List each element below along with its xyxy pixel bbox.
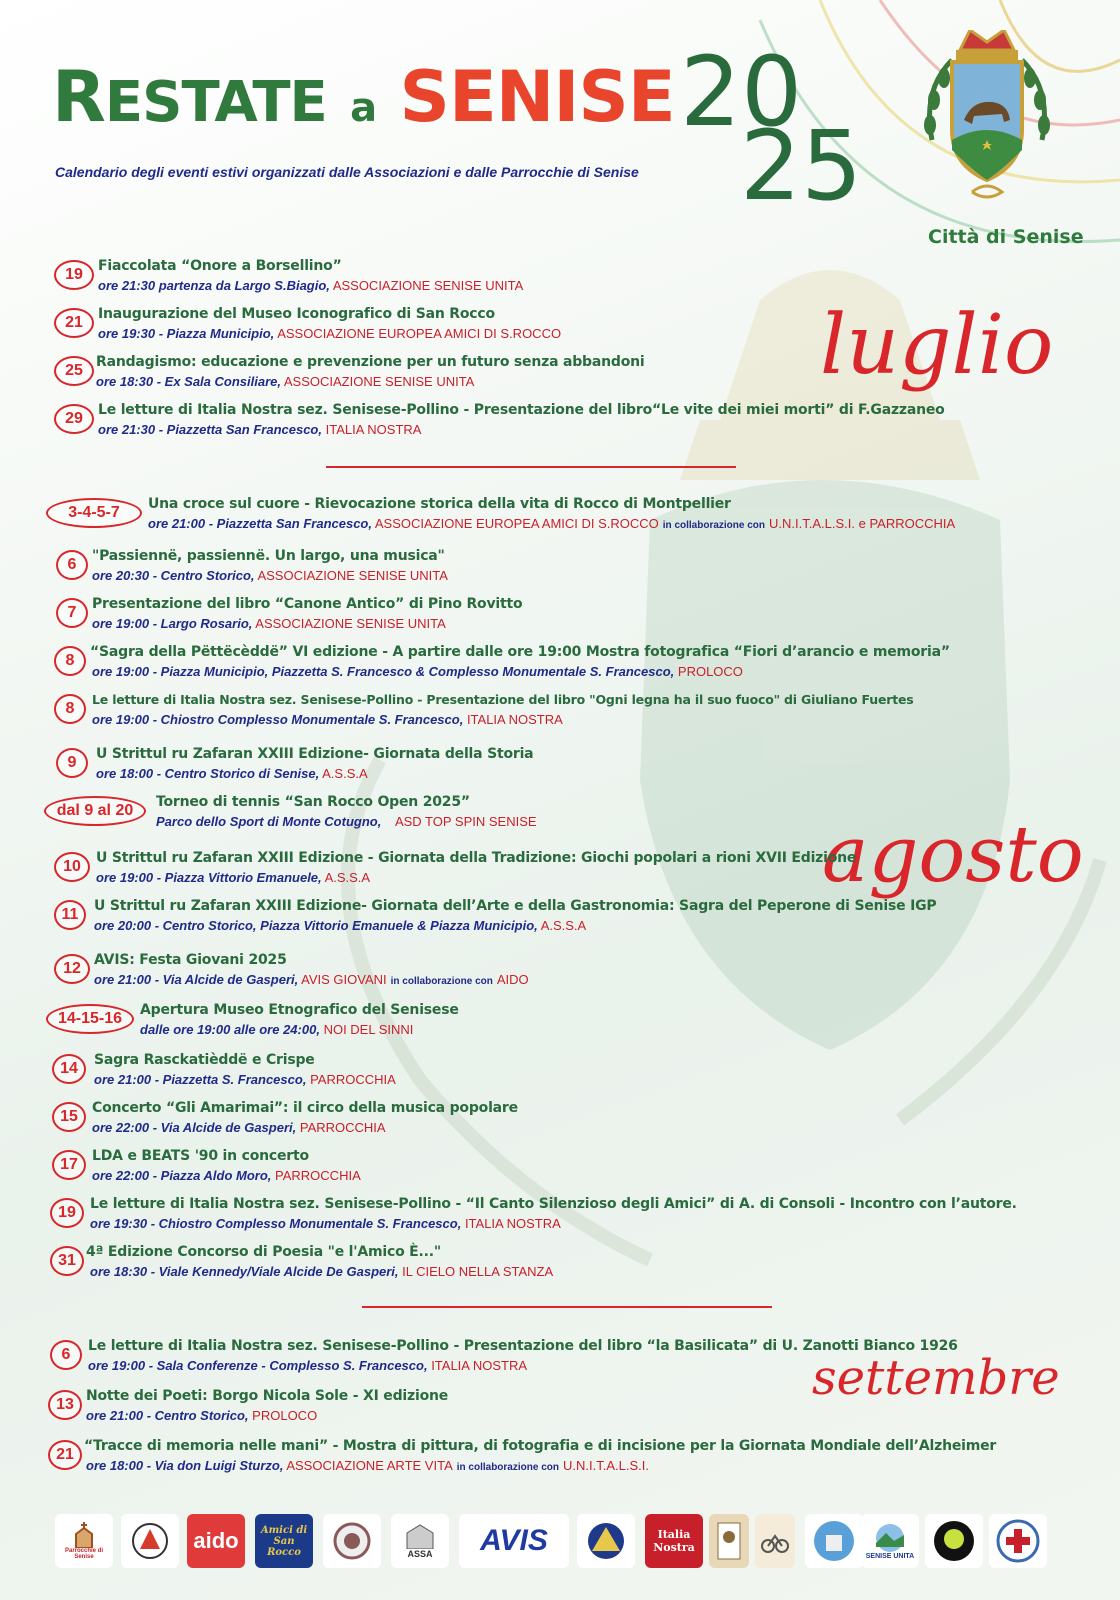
event-august-8-sagra: [0, 644, 1100, 686]
castle-icon: [812, 1519, 856, 1563]
event-july-29: [0, 402, 1100, 444]
event-august-15: [0, 1100, 1100, 1142]
event-title: U Strittul ru Zafaran XXIII Edizione- Giornata dell’Arte e della Gastronomia: Sagra del Peperone di Senise IGP: [94, 898, 937, 914]
collaboration-label: in collaborazione con: [390, 976, 493, 987]
senise-unita-logo: SENISE UNITA: [861, 1514, 919, 1568]
event-partner: AIDO: [496, 972, 529, 987]
triangle-emblem-icon: [584, 1521, 628, 1561]
event-title: LDA e BEATS '90 in concerto: [92, 1148, 309, 1164]
event-time-place: ore 18:30 - Viale Kennedy/Viale Alcide De Gasperi,: [90, 1264, 399, 1279]
building-icon: [405, 1523, 435, 1549]
sponsor-logos: [55, 1514, 1065, 1574]
event-organizer: ITALIA NOSTRA: [466, 712, 563, 727]
event-date-badge: 13: [48, 1390, 82, 1420]
event-partner-2: PARROCCHIA: [869, 516, 956, 531]
event-august-3-7: [0, 496, 1100, 538]
event-organizer: ASSOCIAZIONE EUROPEA AMICI DI S.ROCCO: [374, 516, 659, 531]
event-time-place: ore 20:00 - Centro Storico, Piazza Vittorio Emanuele & Piazza Municipio,: [94, 918, 538, 933]
event-title: Le letture di Italia Nostra sez. Senisese-Pollino - “Il Canto Silenzioso degli Amici” di A. di Consoli - Incontro con l’autore.: [90, 1196, 1017, 1212]
event-title: Una croce sul cuore - Rievocazione storica della vita di Rocco di Montpellier: [148, 496, 731, 512]
aido-logo: aido: [187, 1514, 245, 1568]
year-top: 20: [680, 36, 803, 148]
castle-logo: [805, 1514, 863, 1568]
title-a: a: [350, 85, 377, 131]
event-time-place: ore 20:30 - Centro Storico,: [92, 568, 255, 583]
event-title: Concerto “Gli Amarimai”: il circo della musica popolare: [92, 1100, 518, 1116]
event-september-21: [0, 1438, 1100, 1480]
event-organizer: A.S.S.A: [322, 766, 368, 781]
event-date-badge: dal 9 al 20: [44, 796, 146, 826]
event-organizer: A.S.S.A: [540, 918, 587, 933]
event-time-place: ore 21:00 - Piazzetta San Francesco,: [148, 516, 372, 531]
event-time-place: ore 18:30 - Ex Sala Consiliare,: [96, 374, 281, 389]
coat-of-arms-icon: [912, 30, 1062, 210]
protezione-civile-logo: [577, 1514, 635, 1568]
event-time-place: ore 19:00 - Chiostro Complesso Monumentale S. Francesco,: [92, 712, 464, 727]
month-september: settembre: [812, 1350, 1060, 1406]
parrocchie-logo: Parrocchie di Senise: [55, 1514, 113, 1568]
event-organizer: ASSOCIAZIONE ARTE VITA: [286, 1458, 453, 1473]
event-organizer: ASD TOP SPIN SENISE: [394, 814, 537, 829]
event-organizer: ASSOCIAZIONE SENISE UNITA: [283, 374, 475, 389]
event-date-badge: 21: [48, 1440, 82, 1470]
event-organizer: PROLOCO: [252, 1408, 318, 1423]
event-time-place: ore 21:00 - Piazzetta S. Francesco,: [94, 1072, 307, 1087]
event-title: AVIS: Festa Giovani 2025: [94, 952, 287, 968]
event-date-badge: 14: [52, 1054, 86, 1084]
title-initial: R: [52, 56, 105, 138]
event-august-9-20: [0, 794, 1100, 836]
divider-august-september: [362, 1306, 772, 1308]
landscape-icon: [870, 1523, 910, 1553]
title-senise: SENISE: [399, 56, 675, 138]
assa-logo: ASSA: [391, 1514, 449, 1568]
event-time-place: ore 19:00 - Largo Rosario,: [92, 616, 253, 631]
event-august-9: [0, 746, 1100, 788]
church-icon: [72, 1522, 96, 1548]
event-date-badge: 29: [54, 404, 94, 434]
event-time-place: ore 19:00 - Piazza Municipio, Piazzetta S. Francesco & Complesso Monumentale S. Francesco,: [92, 664, 675, 679]
event-time-place: ore 22:00 - Via Alcide de Gasperi,: [92, 1120, 297, 1135]
event-time-place: ore 21:30 partenza da Largo S.Biagio,: [98, 278, 330, 293]
event-july-21: [0, 306, 1100, 348]
event-title: Presentazione del libro “Canone Antico” di Pino Rovitto: [92, 596, 523, 612]
event-title: U Strittul ru Zafaran XXIII Edizione - Giornata della Tradizione: Giochi popolari a rioni XVII Edizione: [96, 850, 857, 866]
unitalsi-logo: [989, 1514, 1047, 1568]
event-title: 4ª Edizione Concorso di Poesia "e l'Amico È...": [86, 1244, 441, 1260]
emblem-icon: [130, 1521, 170, 1561]
bicycle-museum-logo: [755, 1514, 795, 1568]
event-date-badge: 9: [56, 748, 88, 778]
event-time-place: ore 19:00 - Piazza Vittorio Emanuele,: [96, 870, 322, 885]
year-bottom: 25: [740, 110, 863, 222]
event-august-6: [0, 548, 1100, 590]
event-organizer: ASSOCIAZIONE SENISE UNITA: [332, 278, 524, 293]
event-date-badge: 31: [50, 1246, 84, 1276]
event-organizer: PROLOCO: [677, 664, 743, 679]
divider-july-august: [326, 466, 736, 468]
event-august-10: [0, 850, 1100, 892]
title-estate: ESTATE: [104, 70, 327, 135]
event-organizer: PARROCCHIA: [275, 1168, 361, 1183]
collaboration-label: in collaborazione con: [456, 1462, 559, 1473]
event-time-place: ore 21:30 - Piazzetta San Francesco,: [98, 422, 322, 437]
city-label: Città di Senise: [928, 226, 1084, 248]
event-title: U Strittul ru Zafaran XXIII Edizione- Giornata della Storia: [96, 746, 534, 762]
top-spin-logo: [925, 1514, 983, 1568]
event-organizer: NOI DEL SINNI: [323, 1022, 414, 1037]
volontariato-logo: [323, 1514, 381, 1568]
event-time-place: ore 21:00 - Via Alcide de Gasperi,: [94, 972, 299, 987]
event-organizer: ITALIA NOSTRA: [464, 1216, 561, 1231]
event-august-19: [0, 1196, 1100, 1238]
event-time-place: ore 18:00 - Via don Luigi Sturzo,: [86, 1458, 284, 1473]
event-date-badge: 19: [54, 260, 94, 290]
bicycle-icon: [760, 1526, 790, 1556]
event-organizer: ITALIA NOSTRA: [325, 422, 422, 437]
event-title: Notte dei Poeti: Borgo Nicola Sole - XI edizione: [86, 1388, 449, 1404]
event-title: Le letture di Italia Nostra sez. Senisese-Pollino - Presentazione del libro“Le vite dei miei morti” di F.Gazzaneo: [98, 402, 945, 418]
event-title: Apertura Museo Etnografico del Senisese: [140, 1002, 459, 1018]
event-date-badge: 8: [54, 694, 86, 724]
collaboration-label: in collaborazione con: [662, 520, 766, 531]
seal-icon: [332, 1521, 372, 1561]
event-september-13: [0, 1388, 1100, 1430]
event-title: Randagismo: educazione e prevenzione per un futuro senza abbandoni: [96, 354, 645, 370]
event-time-place: ore 18:00 - Centro Storico di Senise,: [96, 766, 320, 781]
header: [0, 0, 1120, 250]
event-date-badge: 21: [54, 308, 94, 338]
avis-logo: AVIS: [459, 1514, 569, 1568]
event-organizer: ASSOCIAZIONE SENISE UNITA: [255, 616, 446, 631]
month-august: agosto: [822, 810, 1084, 900]
event-title: Sagra Rasckatièddë e Crispe: [94, 1052, 315, 1068]
event-date-badge: 8: [54, 646, 86, 676]
event-organizer: PARROCCHIA: [310, 1072, 396, 1087]
museum-logo: [709, 1514, 749, 1568]
event-partner: U.N.I.T.A.L.S.I.: [563, 1458, 649, 1473]
event-time-place: ore 19:00 - Sala Conferenze - Complesso S. Francesco,: [88, 1358, 428, 1373]
page-title: [52, 56, 675, 138]
event-organizer: ASSOCIAZIONE SENISE UNITA: [257, 568, 448, 583]
event-organizer: ITALIA NOSTRA: [431, 1358, 528, 1373]
event-time-place: ore 21:00 - Centro Storico,: [86, 1408, 249, 1423]
event-time-place: ore 22:00 - Piazza Aldo Moro,: [92, 1168, 272, 1183]
event-date-badge: 11: [54, 900, 86, 930]
event-date-badge: 25: [54, 356, 94, 386]
event-title: Le letture di Italia Nostra sez. Senisese-Pollino - Presentazione del libro "Ogni legna ha il suo fuoco" di Giuliano Fuertes: [92, 692, 914, 707]
tennis-ball-icon: [932, 1519, 976, 1563]
event-date-badge: 6: [50, 1340, 82, 1370]
cross-icon: [996, 1519, 1040, 1563]
event-date-badge: 6: [56, 550, 88, 580]
event-august-14-16: [0, 1002, 1100, 1044]
italia-nostra-logo: Italia Nostra: [645, 1514, 703, 1568]
event-title: “Sagra della Pëttëcèddë” VI edizione - A partire dalle ore 19:00 Mostra fotografica “Fiori d’arancio e memoria”: [90, 644, 950, 660]
event-date-badge: 10: [54, 852, 90, 882]
month-july: luglio: [820, 298, 1054, 393]
event-time-place: ore 19:30 - Chiostro Complesso Monumentale S. Francesco,: [90, 1216, 462, 1231]
event-title: “Tracce di memoria nelle mani” - Mostra di pittura, di fotografia e di incisione per la Giornata Mondiale dell’Alzheimer: [84, 1438, 997, 1454]
event-august-7: [0, 596, 1100, 638]
event-date-badge: 17: [52, 1150, 86, 1180]
event-organizer: A.S.S.A: [324, 870, 371, 885]
event-title: Fiaccolata “Onore a Borsellino”: [98, 258, 342, 274]
event-july-25: [0, 354, 1100, 396]
amici-san-rocco-logo: Amici di San Rocco: [255, 1514, 313, 1568]
event-date-badge: 7: [56, 598, 88, 628]
event-title: Inaugurazione del Museo Iconografico di San Rocco: [98, 306, 495, 322]
event-august-17: [0, 1148, 1100, 1190]
event-title: Torneo di tennis “San Rocco Open 2025”: [156, 794, 470, 810]
event-august-14: [0, 1052, 1100, 1094]
event-time-place: Parco dello Sport di Monte Cotugno,: [156, 814, 382, 829]
event-august-12: [0, 952, 1100, 994]
event-august-8-lettura: [0, 692, 1100, 734]
event-august-31: [0, 1244, 1100, 1286]
event-date-badge: 19: [50, 1198, 84, 1228]
event-time-place: ore 19:30 - Piazza Municipio,: [98, 326, 275, 341]
event-title: Le letture di Italia Nostra sez. Senisese-Pollino - Presentazione del libro “la Basilicata” di U. Zanotti Bianco 1926: [88, 1338, 958, 1354]
event-date-badge: 14-15-16: [46, 1004, 134, 1034]
event-organizer: IL CIELO NELLA STANZA: [402, 1264, 554, 1279]
event-organizer: ASSOCIAZIONE EUROPEA AMICI DI S.ROCCO: [277, 326, 562, 341]
portrait-icon: [716, 1521, 742, 1561]
subtitle: Calendario degli eventi estivi organizzati dalle Associazioni e dalle Parrocchie di Senise: [55, 164, 639, 180]
event-organizer: PARROCCHIA: [299, 1120, 386, 1135]
event-organizer: AVIS GIOVANI: [301, 972, 387, 987]
event-august-11: [0, 898, 1100, 940]
event-date-badge: 12: [54, 954, 90, 984]
event-july-19: [0, 258, 1100, 300]
event-partner: U.N.I.T.A.L.S.I. e: [769, 516, 866, 531]
event-date-badge: 3-4-5-7: [46, 498, 142, 528]
event-time-place: dalle ore 19:00 alle ore 24:00,: [140, 1022, 320, 1037]
association-emblem-logo: [121, 1514, 179, 1568]
event-title: "Passiennë, passiennë. Un largo, una musica": [92, 548, 445, 564]
event-september-6: [0, 1338, 1100, 1380]
event-date-badge: 15: [52, 1102, 86, 1132]
